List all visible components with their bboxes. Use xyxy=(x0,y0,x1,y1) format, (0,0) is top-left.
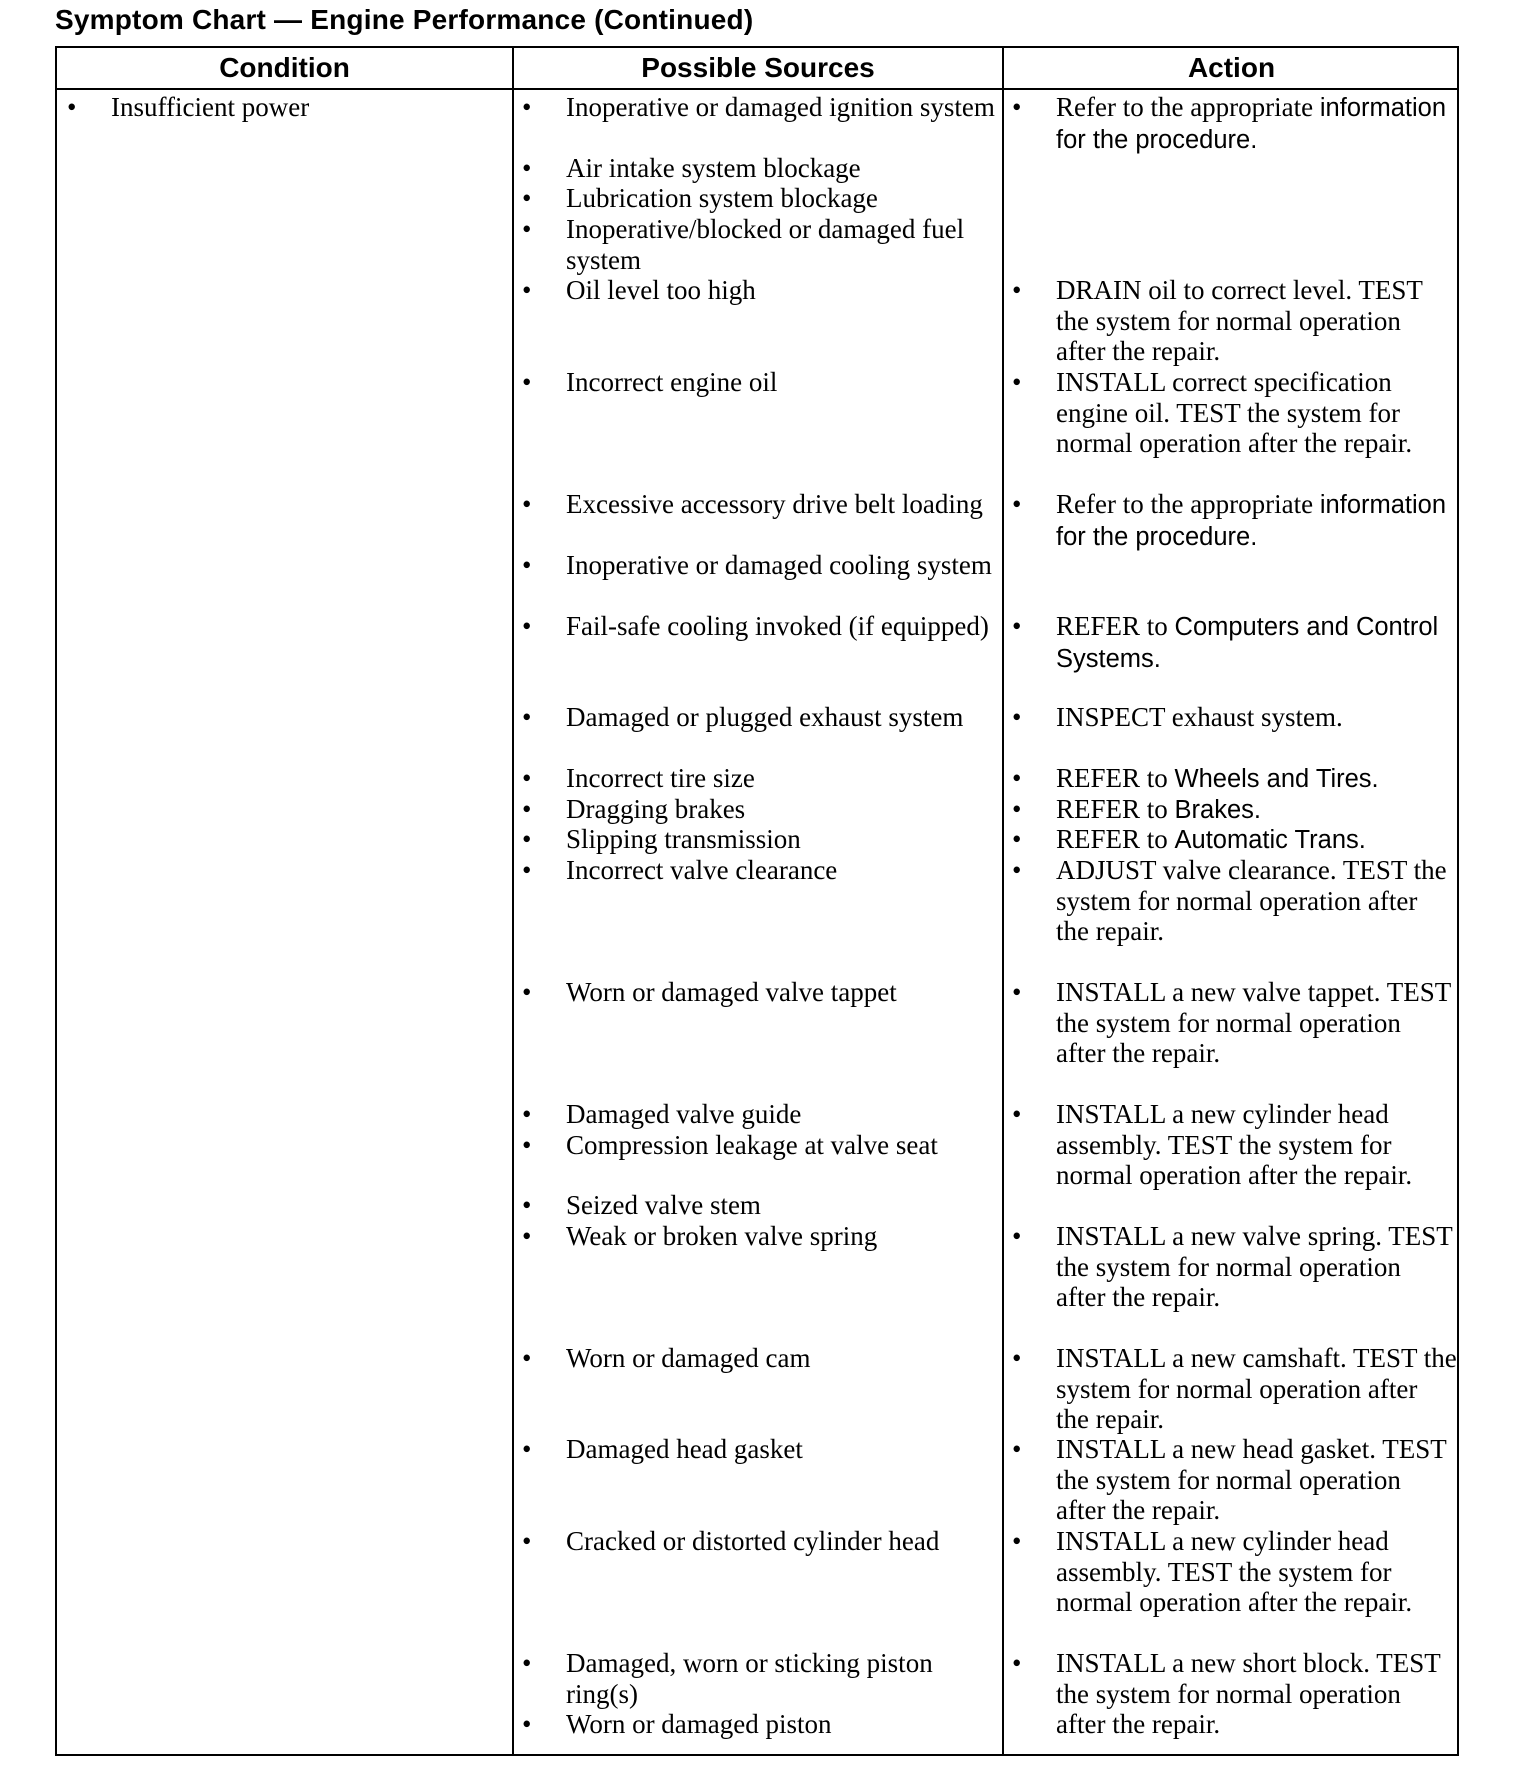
source-item xyxy=(522,1099,997,1130)
source-text: Incorrect tire size xyxy=(566,763,755,793)
bullet: • xyxy=(1012,275,1022,305)
bullet: • xyxy=(1012,824,1022,854)
action-text-ref: information for the procedure. xyxy=(1056,94,1447,154)
action-text: INSTALL a new short block. TEST the system for normal operation after the repair. xyxy=(1056,1648,1441,1740)
bullet: • xyxy=(522,1099,532,1129)
bullet: • xyxy=(522,1190,532,1220)
bullet: • xyxy=(1012,1343,1022,1373)
bullet: • xyxy=(1012,1099,1022,1129)
source-item xyxy=(522,1526,997,1557)
source-item xyxy=(522,855,997,886)
action-text: INSTALL correct specification engine oil. TEST the system for normal operation after the repair. xyxy=(1056,367,1413,459)
source-text: Lubrication system blockage xyxy=(566,183,878,213)
source-item xyxy=(522,489,997,520)
action-text-ref: Brakes. xyxy=(1174,796,1261,824)
bullet: • xyxy=(522,183,532,213)
source-text: Fail-safe cooling invoked (if equipped) xyxy=(566,611,989,641)
source-text: Air intake system blockage xyxy=(566,153,861,183)
bullet: • xyxy=(1012,489,1022,519)
source-text: Incorrect engine oil xyxy=(566,367,778,397)
source-text: Worn or damaged cam xyxy=(566,1343,811,1373)
source-item xyxy=(522,1343,997,1374)
bullet: • xyxy=(522,1648,532,1678)
action-text: INSTALL a new cylinder head assembly. TEST the system for normal operation after the repair. xyxy=(1056,1526,1413,1618)
action-text: INSPECT exhaust system. xyxy=(1056,702,1343,732)
bullet: • xyxy=(522,611,532,641)
source-text: Damaged valve guide xyxy=(566,1099,802,1129)
source-item xyxy=(522,153,997,184)
condition-item xyxy=(67,92,507,123)
source-item xyxy=(522,1221,997,1252)
source-item xyxy=(522,1130,997,1161)
action-item xyxy=(1012,794,1457,826)
action-text: DRAIN oil to correct level. TEST the system for normal operation after the repair. xyxy=(1056,275,1423,367)
source-item xyxy=(522,763,997,794)
bullet: • xyxy=(1012,1434,1022,1464)
bullet: • xyxy=(522,702,532,732)
source-text: Damaged, worn or sticking piston ring(s) xyxy=(566,1648,933,1709)
page-title: Symptom Chart — Engine Performance (Continued) xyxy=(55,4,754,35)
action-item xyxy=(1012,855,1457,947)
bullet: • xyxy=(522,824,532,854)
source-item xyxy=(522,214,997,275)
bullet: • xyxy=(67,92,77,122)
source-text: Excessive accessory drive belt loading xyxy=(566,489,983,519)
bullet: • xyxy=(522,977,532,1007)
action-item xyxy=(1012,1434,1457,1526)
bullet: • xyxy=(522,153,532,183)
action-text: REFER to xyxy=(1056,611,1168,641)
source-item xyxy=(522,794,997,825)
action-item xyxy=(1012,1221,1457,1313)
bullet: • xyxy=(1012,367,1022,397)
source-text: Worn or damaged valve tappet xyxy=(566,977,897,1007)
action-text-ref: Computers and Control Systems. xyxy=(1056,613,1439,673)
bullet: • xyxy=(522,1343,532,1373)
source-text: Damaged or plugged exhaust system xyxy=(566,702,964,732)
bullet: • xyxy=(522,489,532,519)
action-text: Refer to the appropriate xyxy=(1056,92,1314,122)
bullet: • xyxy=(1012,977,1022,1007)
action-text: REFER to xyxy=(1056,763,1168,793)
bullet: • xyxy=(1012,611,1022,641)
action-item xyxy=(1012,1099,1457,1191)
header-condition: Condition xyxy=(219,52,350,83)
bullet: • xyxy=(522,1709,532,1739)
action-item xyxy=(1012,1343,1457,1435)
action-text-ref: information for the procedure. xyxy=(1056,491,1447,551)
column-divider xyxy=(1002,48,1004,1754)
header-action: Action xyxy=(1187,52,1276,83)
action-item xyxy=(1012,275,1457,367)
source-text: Incorrect valve clearance xyxy=(566,855,838,885)
action-text: INSTALL a new valve spring. TEST the system for normal operation after the repair. xyxy=(1056,1221,1453,1313)
header-rule xyxy=(57,88,1457,90)
source-item xyxy=(522,824,997,855)
action-item xyxy=(1012,367,1457,459)
bullet: • xyxy=(522,214,532,244)
action-item xyxy=(1012,977,1457,1069)
source-text: Oil level too high xyxy=(566,275,756,305)
bullet: • xyxy=(1012,763,1022,793)
source-item xyxy=(522,275,997,306)
source-text: Worn or damaged piston xyxy=(566,1709,832,1739)
action-text: REFER to xyxy=(1056,794,1168,824)
source-item xyxy=(522,1648,997,1709)
source-text: Compression leakage at valve seat xyxy=(566,1130,938,1160)
header-possible-sources: Possible Sources xyxy=(641,52,875,83)
action-item xyxy=(1012,611,1457,674)
action-text: ADJUST valve clearance. TEST the system for normal operation after the repair. xyxy=(1056,855,1447,947)
symptom-table xyxy=(55,46,1459,1756)
action-text: INSTALL a new camshaft. TEST the system for normal operation after the repair. xyxy=(1056,1343,1457,1435)
source-item xyxy=(522,1434,997,1465)
source-text: Weak or broken valve spring xyxy=(566,1221,878,1251)
source-item xyxy=(522,550,997,581)
source-text: Inoperative or damaged ignition system xyxy=(566,92,995,122)
bullet: • xyxy=(522,367,532,397)
column-divider xyxy=(512,48,514,1754)
action-item xyxy=(1012,92,1457,155)
source-item xyxy=(522,702,997,733)
source-text: Slipping transmission xyxy=(566,824,801,854)
bullet: • xyxy=(522,92,532,122)
source-text: Inoperative or damaged cooling system xyxy=(566,550,992,580)
bullet: • xyxy=(522,1130,532,1160)
source-item xyxy=(522,611,997,642)
bullet: • xyxy=(1012,794,1022,824)
bullet: • xyxy=(522,550,532,580)
source-text: Inoperative/blocked or damaged fuel system xyxy=(566,214,965,275)
bullet: • xyxy=(1012,855,1022,885)
bullet: • xyxy=(1012,92,1022,122)
bullet: • xyxy=(1012,1648,1022,1678)
action-item xyxy=(1012,489,1457,552)
action-text: INSTALL a new head gasket. TEST the system for normal operation after the repair. xyxy=(1056,1434,1447,1526)
bullet: • xyxy=(1012,702,1022,732)
action-item xyxy=(1012,1526,1457,1618)
action-text: Refer to the appropriate xyxy=(1056,489,1314,519)
action-item xyxy=(1012,702,1457,733)
bullet: • xyxy=(522,763,532,793)
action-text: INSTALL a new valve tappet. TEST the system for normal operation after the repair. xyxy=(1056,977,1451,1069)
source-text: Seized valve stem xyxy=(566,1190,761,1220)
source-item xyxy=(522,367,997,398)
source-item xyxy=(522,977,997,1008)
source-text: Cracked or distorted cylinder head xyxy=(566,1526,940,1556)
action-item xyxy=(1012,1648,1457,1740)
action-text: INSTALL a new cylinder head assembly. TEST the system for normal operation after the repair. xyxy=(1056,1099,1413,1191)
condition-text: Insufficient power xyxy=(111,92,310,122)
action-text-ref: Automatic Trans. xyxy=(1174,826,1366,854)
bullet: • xyxy=(522,1221,532,1251)
bullet: • xyxy=(522,1434,532,1464)
action-text: REFER to xyxy=(1056,824,1168,854)
source-text: Damaged head gasket xyxy=(566,1434,803,1464)
source-text: Dragging brakes xyxy=(566,794,746,824)
action-item xyxy=(1012,763,1457,795)
action-text-ref: Wheels and Tires. xyxy=(1174,765,1379,793)
action-item xyxy=(1012,824,1457,856)
source-item xyxy=(522,1190,997,1221)
bullet: • xyxy=(1012,1221,1022,1251)
source-item xyxy=(522,1709,997,1740)
bullet: • xyxy=(522,794,532,824)
bullet: • xyxy=(522,855,532,885)
bullet: • xyxy=(522,1526,532,1556)
source-item xyxy=(522,92,997,123)
source-item xyxy=(522,183,997,214)
bullet: • xyxy=(522,275,532,305)
bullet: • xyxy=(1012,1526,1022,1556)
